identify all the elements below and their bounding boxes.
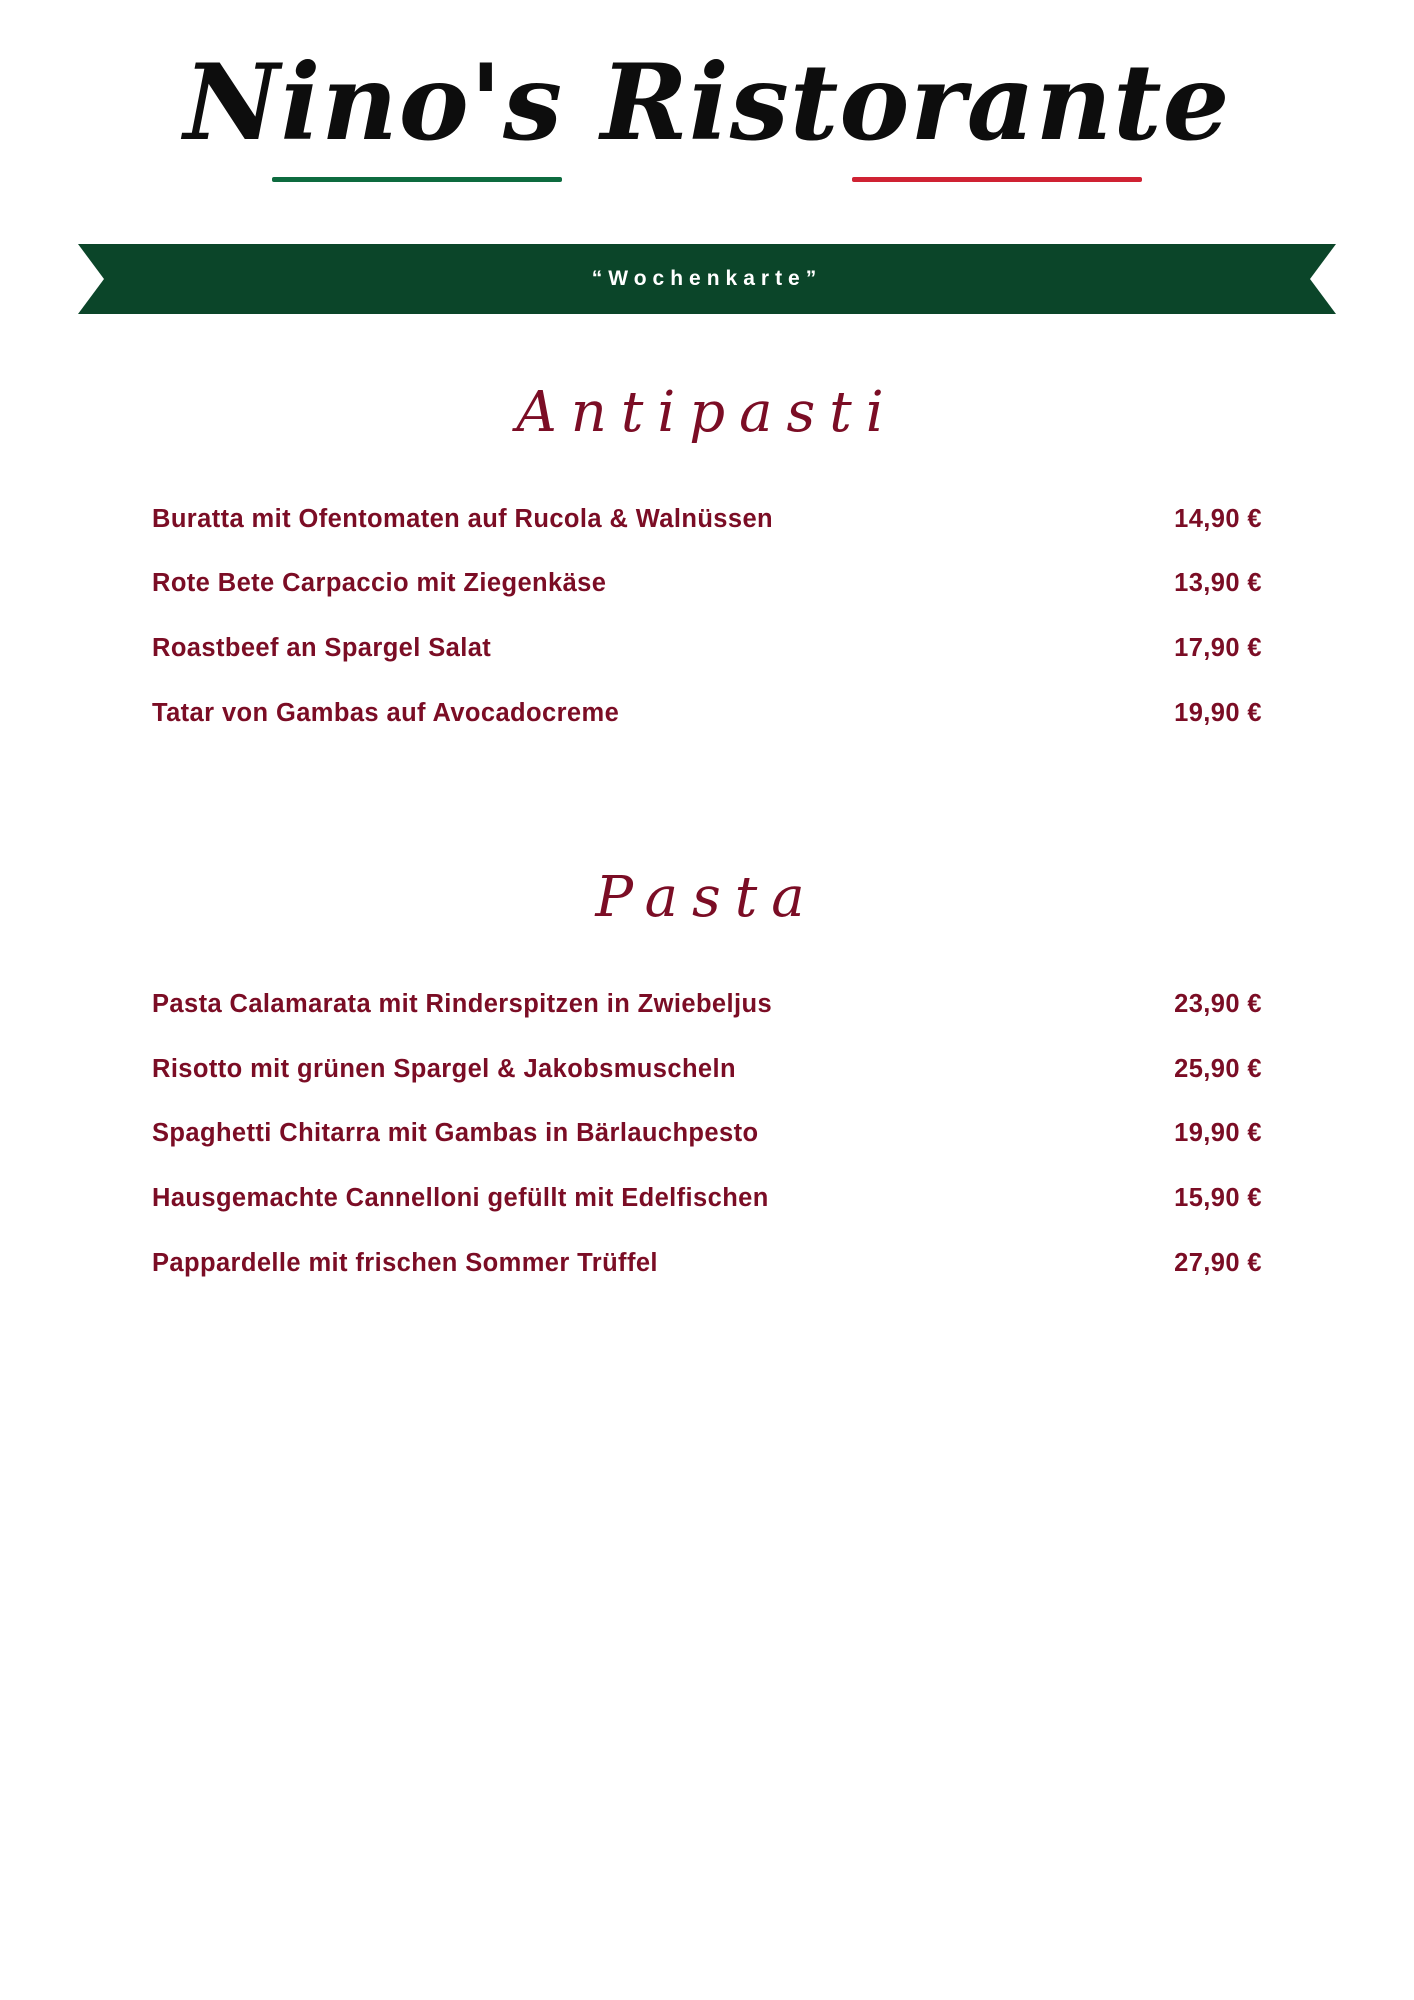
menu-item xyxy=(152,1231,1262,1296)
menu-item-name: Spaghetti Chitarra mit Gambas in Bärlauchpesto xyxy=(152,1119,759,1148)
menu-item-name: Risotto mit grünen Spargel & Jakobsmuscheln xyxy=(152,1054,736,1083)
menu-item xyxy=(152,616,1262,681)
menu-item xyxy=(152,1037,1262,1102)
ribbon-shape xyxy=(78,244,1336,314)
menu-item-price: 17,90 € xyxy=(1174,633,1262,662)
menu-item-name: Pappardelle mit frischen Sommer Trüffel xyxy=(152,1248,658,1277)
divider-green xyxy=(272,177,562,182)
menu-item-name: Hausgemachte Cannelloni gefüllt mit Edelfischen xyxy=(152,1183,769,1212)
divider-red xyxy=(852,177,1142,182)
ribbon-banner xyxy=(0,244,1414,314)
menu-item-price: 23,90 € xyxy=(1174,990,1262,1019)
section-pasta xyxy=(0,865,1414,1295)
section-title-pasta: Pasta xyxy=(595,865,819,931)
menu-item-price: 19,90 € xyxy=(1174,698,1262,727)
menu-item xyxy=(152,1101,1262,1166)
menu-item-name: Buratta mit Ofentomaten auf Rucola & Walnüssen xyxy=(152,504,774,533)
menu-item-name: Rote Bete Carpaccio mit Ziegenkäse xyxy=(152,569,607,598)
section-antipasti xyxy=(0,380,1414,745)
menu-item-price: 14,90 € xyxy=(1174,504,1262,533)
menu-item xyxy=(152,487,1262,552)
restaurant-title: Nino's Ristorante xyxy=(183,40,1231,164)
menu-item-price: 15,90 € xyxy=(1174,1183,1262,1212)
menu-header xyxy=(0,0,1414,182)
menu-item-name: Tatar von Gambas auf Avocadocreme xyxy=(152,698,620,727)
ribbon-label: “Wochenkarte” xyxy=(591,266,823,290)
menu-item xyxy=(152,551,1262,616)
menu-item-name: Roastbeef an Spargel Salat xyxy=(152,633,492,662)
menu-item-price: 27,90 € xyxy=(1174,1248,1262,1277)
menu-item xyxy=(152,972,1262,1037)
menu-item-name: Pasta Calamarata mit Rinderspitzen in Zwiebeljus xyxy=(152,990,773,1019)
section-title-antipasti: Antipasti xyxy=(516,379,898,445)
menu-items-pasta xyxy=(152,972,1262,1295)
menu-item xyxy=(152,681,1262,746)
menu-items-antipasti xyxy=(152,487,1262,745)
menu-item-price: 19,90 € xyxy=(1174,1119,1262,1148)
menu-item xyxy=(152,1166,1262,1231)
title-divider xyxy=(0,177,1414,182)
menu-item-price: 13,90 € xyxy=(1174,569,1262,598)
menu-item-price: 25,90 € xyxy=(1174,1054,1262,1083)
